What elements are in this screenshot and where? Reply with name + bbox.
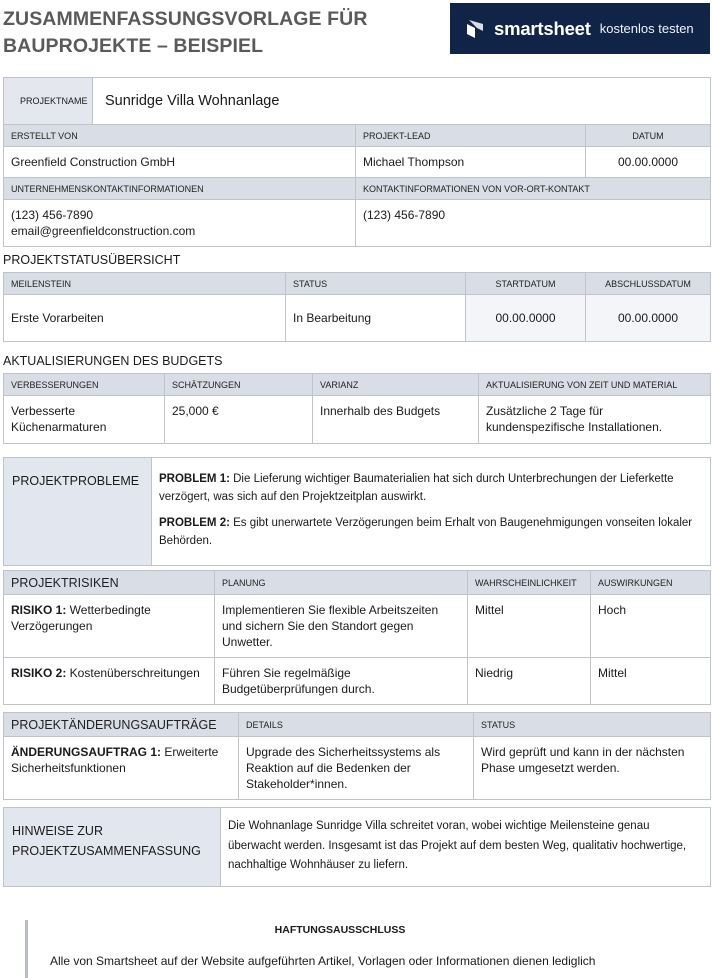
risk-1-label: RISIKO 1: [11,603,67,617]
project-info-table [3,77,711,247]
change-order-1-text: Erweiterte Sicherheitsfunktionen [11,745,219,775]
time-material-header: AKTUALISIERUNG VON ZEIT UND MATERIAL [479,374,711,396]
impact-header: AUSWIRKUNGEN [591,571,711,595]
smartsheet-logo-icon [464,18,486,40]
risk-2-plan: Führen Sie regelmäßige Budgetüberprüfungen durch. [215,658,468,705]
risks-table [3,570,711,705]
risk-1 [4,595,215,658]
problems-table [3,457,711,566]
page-title-line2: BAUPROJEKTE – BEISPIEL [3,35,264,57]
disclaimer-text: Alle von Smartsheet auf der Website aufgeführten Artikel, Vorlagen oder Informationen dienen lediglich [50,954,596,968]
risk-1-likelihood: Mittel [468,595,591,658]
change-order-1-details: Upgrade des Sicherheitssystems als Reaktion auf die Bedenken der Stakeholder*innen. [239,737,474,800]
notes-table [3,807,711,887]
created-by-label: ERSTELLT VON [4,125,356,147]
budget-table [3,373,711,444]
estimates-header: SCHÄTZUNGEN [165,374,313,396]
site-contact-value: (123) 456-7890 [356,200,711,247]
risks-label: PROJEKTRISIKEN [4,571,215,595]
project-name-label: PROJEKTNAME [4,78,93,125]
variance-value: Innerhalb des Budgets [313,396,479,444]
page-title-line1: ZUSAMMENFASSUNGSVORLAGE FÜR [3,8,368,30]
problem-1-text: Die Lieferung wichtiger Baumaterialien hat sich durch Unterbrechungen der Lieferkette verzögert, was sich auf den Projektzeitplan auswirkt. [159,473,674,503]
problem-1-label: PROBLEM 1: [159,473,230,485]
problem-2 [159,514,703,550]
problem-2-text: Es gibt unerwartete Verzögerungen beim Erhalt von Baugenehmigungen vonseiten lokaler Behörden. [159,517,693,547]
change-order-1-label: ÄNDERUNGSAUFTRAG 1: [11,745,161,759]
details-header: DETAILS [239,713,474,737]
estimates-value: 25,000 € [165,396,313,444]
brand-name: smartsheet [494,17,591,39]
project-lead-label: PROJEKT-LEAD [356,125,586,147]
milestone-header: MEILENSTEIN [4,273,286,295]
status-value: In Bearbeitung [286,295,466,342]
company-contact-value [4,200,356,247]
start-date-value: 00.00.0000 [466,295,586,342]
change-order-1 [4,737,239,800]
date-label: DATUM [586,125,711,147]
company-email: email@greenfieldconstruction.com [11,224,196,238]
problems-label: PROJEKTPROBLEME [4,458,152,566]
milestone-value: Erste Vorarbeiten [4,295,286,342]
likelihood-header: WAHRSCHEINLICHKEIT [468,571,591,595]
planning-header: PLANUNG [215,571,468,595]
project-lead-value: Michael Thompson [356,147,586,178]
risk-2-impact: Mittel [591,658,711,705]
problems-content [152,458,711,566]
start-date-header: STARTDATUM [466,273,586,295]
status-table [3,272,711,342]
change-orders-table [3,712,711,800]
notes-label [4,808,221,887]
change-orders-label: PROJEKTÄNDERUNGSAUFTRÄGE [4,713,239,737]
change-status-header: STATUS [474,713,711,737]
page-title [3,6,368,60]
time-material-value: Zusätzliche 2 Tage für kundenspezifische Installationen. [479,396,711,444]
project-name-value: Sunridge Villa Wohnanlage [93,78,711,125]
notes-text: Die Wohnanlage Sunridge Villa schreitet voran, wobei wichtige Meilensteine genau überwacht werden. Insgesamt ist das Projekt auf dem besten Weg, qualitativ hochwertige, nachhaltige Wohnhäuser zu liefern. [221,808,711,887]
company-contact-label: UNTERNEHMENSKONTAKTINFORMATIONEN [4,178,356,200]
risk-1-plan: Implementieren Sie flexible Arbeitszeiten und sichern Sie den Standort gegen Unwetter. [215,595,468,658]
smartsheet-banner[interactable] [450,3,710,54]
risk-1-impact: Hoch [591,595,711,658]
problem-1 [159,470,703,506]
notes-label-line2: PROJEKTZUSAMMENFASSUNG [12,844,201,858]
status-header: STATUS [286,273,466,295]
company-phone: (123) 456-7890 [11,208,94,222]
free-trial-link[interactable]: kostenlos testen [599,21,694,36]
risk-2-text: Kostenüberschreitungen [66,666,200,680]
notes-label-line1: HINWEISE ZUR [12,824,103,838]
budget-section-title: AKTUALISIERUNGEN DES BUDGETS [3,354,223,368]
end-date-value: 00.00.0000 [586,295,711,342]
risk-2-likelihood: Niedrig [468,658,591,705]
risk-1-text: Wetterbedingte Verzögerungen [11,603,151,633]
variance-header: VARIANZ [313,374,479,396]
date-value: 00.00.0000 [586,147,711,178]
created-by-value: Greenfield Construction GmbH [4,147,356,178]
risk-2-label: RISIKO 2: [11,666,67,680]
status-section-title: PROJEKTSTATUSÜBERSICHT [3,253,181,267]
disclaimer-title: HAFTUNGSAUSSCHLUSS [274,924,406,936]
improvements-header: VERBESSERUNGEN [4,374,165,396]
end-date-header: ABSCHLUSSDATUM [586,273,711,295]
risk-2 [4,658,215,705]
problem-2-label: PROBLEM 2: [159,517,230,529]
change-order-1-status: Wird geprüft und kann in der nächsten Phase umgesetzt werden. [474,737,711,800]
site-contact-label: KONTAKTINFORMATIONEN VON VOR-ORT-KONTAKT [356,178,711,200]
improvements-value: Verbesserte Küchenarmaturen [4,396,165,444]
